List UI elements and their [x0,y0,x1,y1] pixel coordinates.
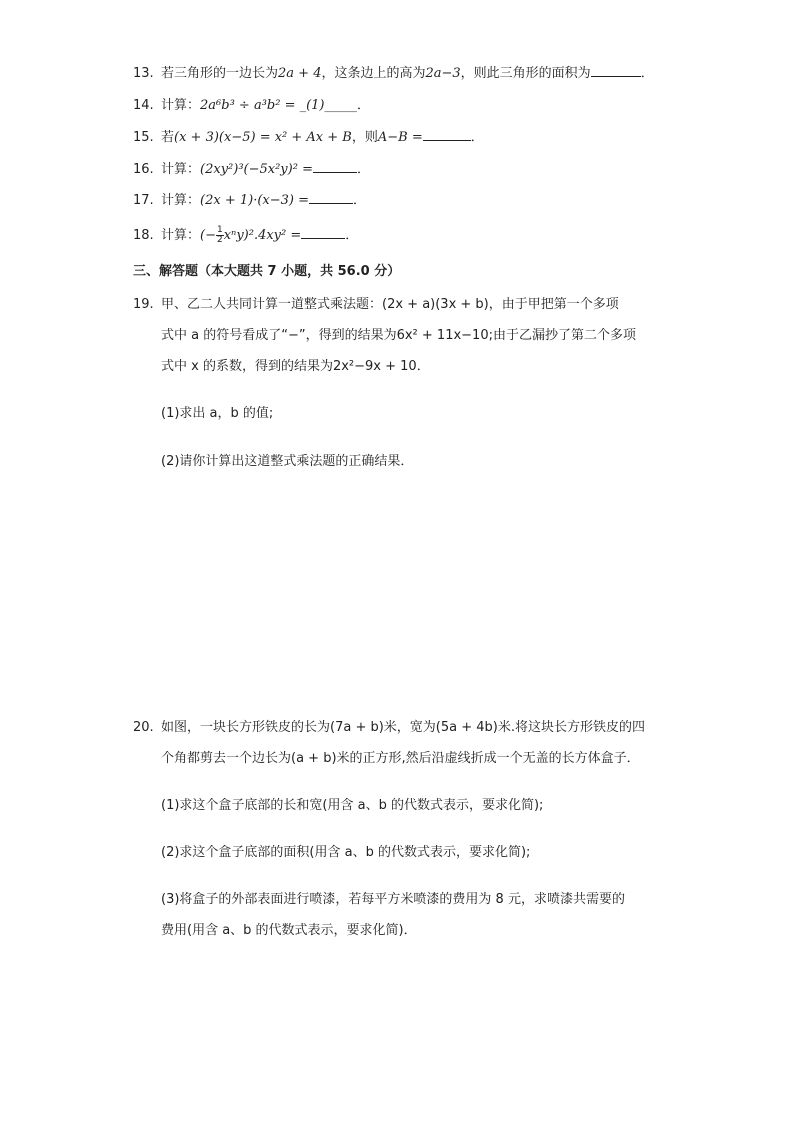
answer-blank[interactable] [301,226,345,239]
question-19-line-3: 式中 x 的系数，得到的结果为2x²−9x + 10． [161,359,430,374]
question-number: 20. [133,720,154,735]
question-20-part-2: (2)求这个盒子底部的面积(用含 a、b 的代数式表示，要求化简); [161,845,531,860]
question-16: 16. 计算：(2xy²)³(−5x²y)² = ． [133,160,370,180]
section-heading: 三、解答题（本大题共 7 小题，共 56.0 分） [133,264,401,279]
fraction: $\frac{1}{2}$ [216,225,223,245]
answer-blank[interactable] [313,160,357,173]
question-19-line-2: 式中 a 的符号看成了“−”，得到的结果为6x² + 11x−10;由于乙漏抄了第二个多项 [161,328,636,343]
question-number: 19. [133,297,154,312]
question-19-part-2: (2)请你计算出这道整式乘法题的正确结果． [161,454,414,469]
question-number: 17. [133,193,154,208]
answer-blank[interactable] [591,64,641,77]
answer-blank[interactable] [423,128,471,141]
question-number: 13. [133,66,154,81]
question-14: 14. 计算：2a⁶b³ ÷ a³b² = _(1)_____． [133,96,370,116]
question-15: 15. 若(x + 3)(x−5) = x² + Ax + B，则A−B = ． [133,128,484,148]
question-20-part-3: (3)将盒子的外部表面进行喷漆，若每平方米喷漆的费用为 8 元，求喷漆共需要的 [161,892,625,907]
question-20-line-1: 20. 如图，一块长方形铁皮的长为(7a + b)米，宽为(5a + 4b)米.将这块长方形铁皮的四 [133,718,645,738]
question-19-line-1: 19. 甲、乙二人共同计算一道整式乘法题：(2x + a)(3x + b)，由于甲把第一个多项 [133,295,619,315]
question-19-part-1: (1)求出 a，b 的值; [161,406,274,421]
question-17: 17. 计算：(2x + 1)·(x−3) = ． [133,191,366,211]
answer-blank[interactable] [309,191,353,204]
question-20-part-3-cont: 费用(用含 a、b 的代数式表示，要求化简)． [161,923,417,938]
question-20-line-2: 个角都剪去一个边长为(a + b)米的正方形,然后沿虚线折成一个无盖的长方体盒子． [161,751,640,766]
question-number: 14. [133,98,154,113]
question-20-part-1: (1)求这个盒子底部的长和宽(用含 a、b 的代数式表示，要求化简); [161,798,544,813]
question-number: 18. [133,228,154,243]
question-18: 18. 计算：(− $\frac{1}{2}$ xⁿy)².4xy² = ． [133,225,359,245]
question-number: 16. [133,162,154,177]
question-number: 15. [133,130,154,145]
question-13: 13. 若三角形的一边长为2a + 4，这条边上的高为2a−3，则此三角形的面积为 ． [133,64,654,84]
